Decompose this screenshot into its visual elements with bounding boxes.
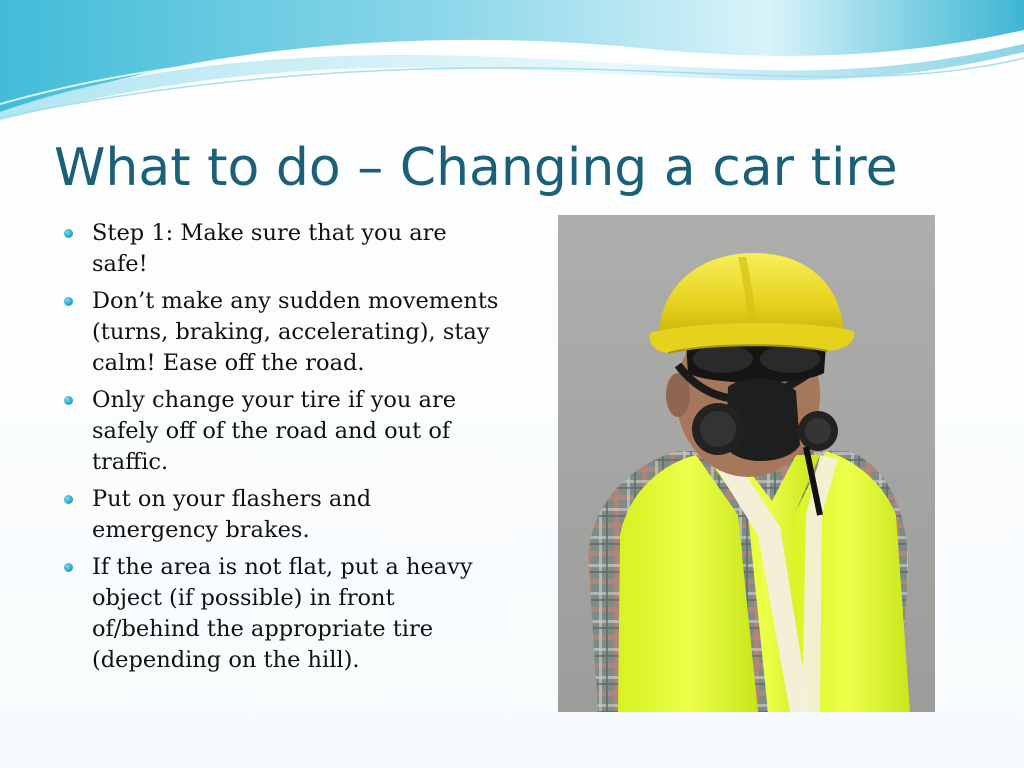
bullet-icon <box>64 563 73 572</box>
bullet-text: Step 1: Make sure that you are safe! <box>92 220 447 277</box>
slide-title: What to do – Changing a car tire <box>54 138 898 198</box>
bullet-icon <box>64 229 73 238</box>
bullet-icon <box>64 495 73 504</box>
list-item <box>62 552 502 676</box>
header-wave-decoration <box>0 0 1024 120</box>
bullet-text: Don’t make any sudden movements (turns, braking, accelerating), stay calm! Ease off the road. <box>92 288 499 376</box>
bullet-text: If the area is not flat, put a heavy object (if possible) in front of/behind the appropriate tire (depending on the hill). <box>92 554 473 673</box>
bullet-text: Only change your tire if you are safely off of the road and out of traffic. <box>92 387 457 475</box>
bullet-icon <box>64 297 73 306</box>
person-illustration <box>558 215 935 712</box>
safety-gear-photo <box>558 215 935 712</box>
list-item <box>62 484 502 546</box>
bullet-icon <box>64 396 73 405</box>
list-item <box>62 218 502 280</box>
bullet-list <box>62 218 502 682</box>
bullet-text: Put on your flashers and emergency brakes. <box>92 486 372 543</box>
list-item <box>62 286 502 379</box>
list-item <box>62 385 502 478</box>
